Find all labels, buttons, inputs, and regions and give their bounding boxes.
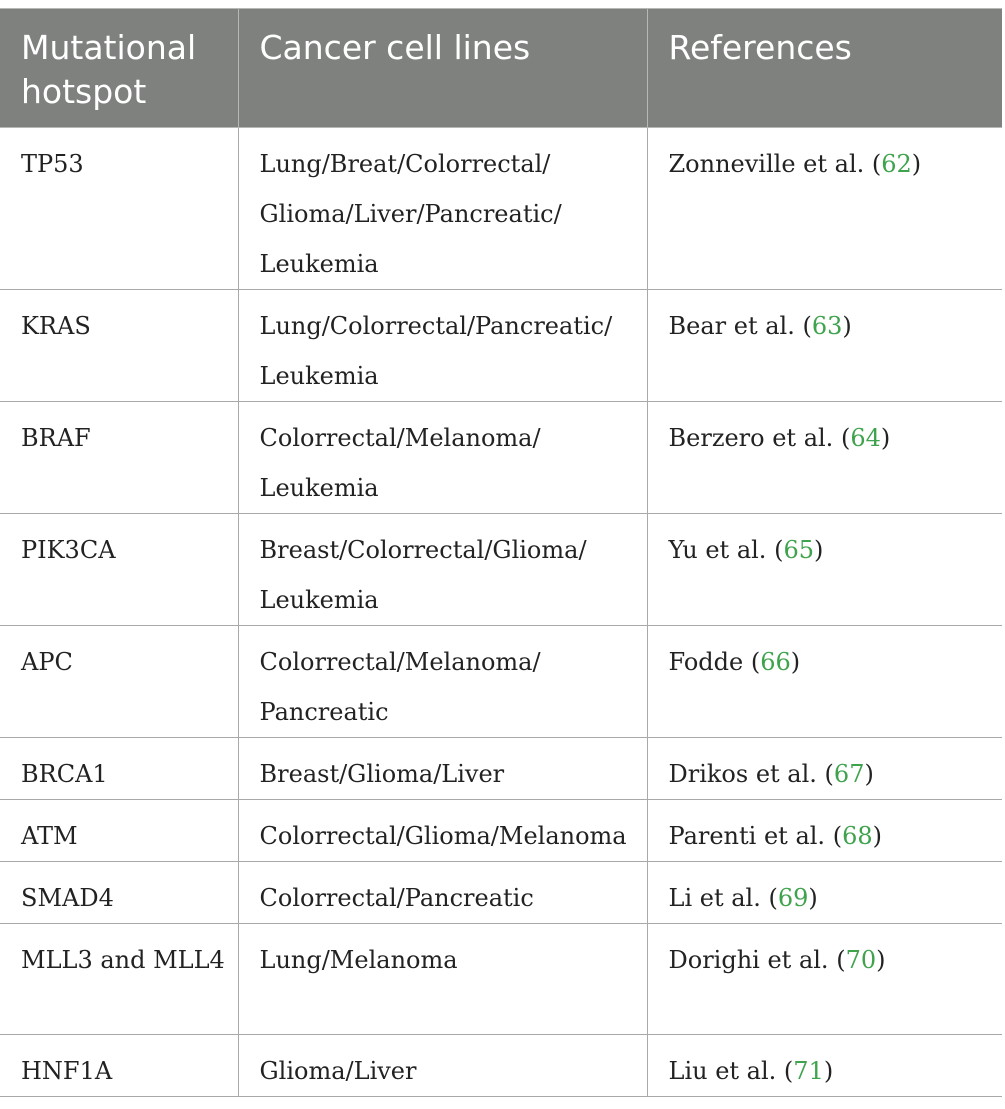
hotspot-cell: TP53 bbox=[0, 128, 238, 290]
reference-author: Dorighi et al. bbox=[668, 946, 829, 974]
reference-author: Liu et al. bbox=[668, 1057, 777, 1085]
reference-link[interactable]: 62 bbox=[881, 150, 912, 178]
cell-lines-cell: Lung/Melanoma bbox=[238, 924, 647, 1035]
reference-author: Li et al. bbox=[668, 884, 761, 912]
mutational-hotspot-table bbox=[0, 8, 1002, 1097]
hotspot-cell: KRAS bbox=[0, 290, 238, 402]
cell-lines-cell: Colorrectal/Glioma/Melanoma bbox=[238, 800, 647, 862]
reference-author: Fodde bbox=[668, 648, 744, 676]
reference-link[interactable]: 71 bbox=[793, 1057, 824, 1085]
reference-cell: Li et al. (69) bbox=[647, 862, 1002, 924]
hotspot-cell: PIK3CA bbox=[0, 514, 238, 626]
hotspot-cell: MLL3 and MLL4 bbox=[0, 924, 238, 1035]
reference-link[interactable]: 68 bbox=[842, 822, 873, 850]
cell-lines-cell: Glioma/Liver bbox=[238, 1035, 647, 1097]
table-row bbox=[0, 800, 1002, 862]
table-row bbox=[0, 1035, 1002, 1097]
reference-cell: Dorighi et al. (70) bbox=[647, 924, 1002, 1035]
reference-link[interactable]: 70 bbox=[845, 946, 877, 974]
hotspot-cell: BRCA1 bbox=[0, 738, 238, 800]
reference-cell: Liu et al. (71) bbox=[647, 1035, 1002, 1097]
reference-link[interactable]: 64 bbox=[850, 424, 881, 452]
header-references: References bbox=[647, 9, 1002, 128]
reference-author: Berzero et al. bbox=[668, 424, 834, 452]
reference-author: Yu et al. bbox=[668, 536, 767, 564]
table-row bbox=[0, 290, 1002, 402]
table-row bbox=[0, 738, 1002, 800]
table-row bbox=[0, 626, 1002, 738]
reference-cell: Drikos et al. (67) bbox=[647, 738, 1002, 800]
table-row bbox=[0, 862, 1002, 924]
reference-cell: Parenti et al. (68) bbox=[647, 800, 1002, 862]
reference-cell: Berzero et al. (64) bbox=[647, 402, 1002, 514]
cell-lines-cell: Colorrectal/Melanoma/ Leukemia bbox=[238, 402, 647, 514]
cell-lines-cell: Lung/Colorrectal/Pancreatic/ Leukemia bbox=[238, 290, 647, 402]
cell-lines-cell: Breast/Glioma/Liver bbox=[238, 738, 647, 800]
reference-link[interactable]: 63 bbox=[811, 312, 843, 340]
hotspot-cell: HNF1A bbox=[0, 1035, 238, 1097]
table-row bbox=[0, 128, 1002, 290]
reference-cell: Yu et al. (65) bbox=[647, 514, 1002, 626]
reference-link[interactable]: 65 bbox=[783, 536, 814, 564]
cell-lines-cell: Colorrectal/Pancreatic bbox=[238, 862, 647, 924]
reference-cell: Zonneville et al. (62) bbox=[647, 128, 1002, 290]
header-cancer-cell-lines: Cancer cell lines bbox=[238, 9, 647, 128]
table-row bbox=[0, 402, 1002, 514]
reference-link[interactable]: 67 bbox=[833, 760, 865, 788]
cell-lines-cell: Breast/Colorrectal/Glioma/ Leukemia bbox=[238, 514, 647, 626]
hotspot-cell: BRAF bbox=[0, 402, 238, 514]
reference-link[interactable]: 66 bbox=[760, 648, 791, 676]
reference-link[interactable]: 69 bbox=[777, 884, 809, 912]
hotspot-cell: ATM bbox=[0, 800, 238, 862]
hotspot-cell: SMAD4 bbox=[0, 862, 238, 924]
reference-author: Zonneville et al. bbox=[668, 150, 865, 178]
cell-lines-cell: Colorrectal/Melanoma/ Pancreatic bbox=[238, 626, 647, 738]
table-header-row bbox=[0, 9, 1002, 128]
cell-lines-cell: Lung/Breat/Colorrectal/ Glioma/Liver/Pancreatic/ Leukemia bbox=[238, 128, 647, 290]
reference-author: Parenti et al. bbox=[668, 822, 826, 850]
reference-cell: Fodde (66) bbox=[647, 626, 1002, 738]
table-row bbox=[0, 514, 1002, 626]
hotspot-cell: APC bbox=[0, 626, 238, 738]
reference-author: Drikos et al. bbox=[668, 760, 817, 788]
reference-author: Bear et al. bbox=[668, 312, 795, 340]
reference-cell: Bear et al. (63) bbox=[647, 290, 1002, 402]
header-mutational-hotspot: Mutational hotspot bbox=[0, 9, 238, 128]
table-row bbox=[0, 924, 1002, 1035]
